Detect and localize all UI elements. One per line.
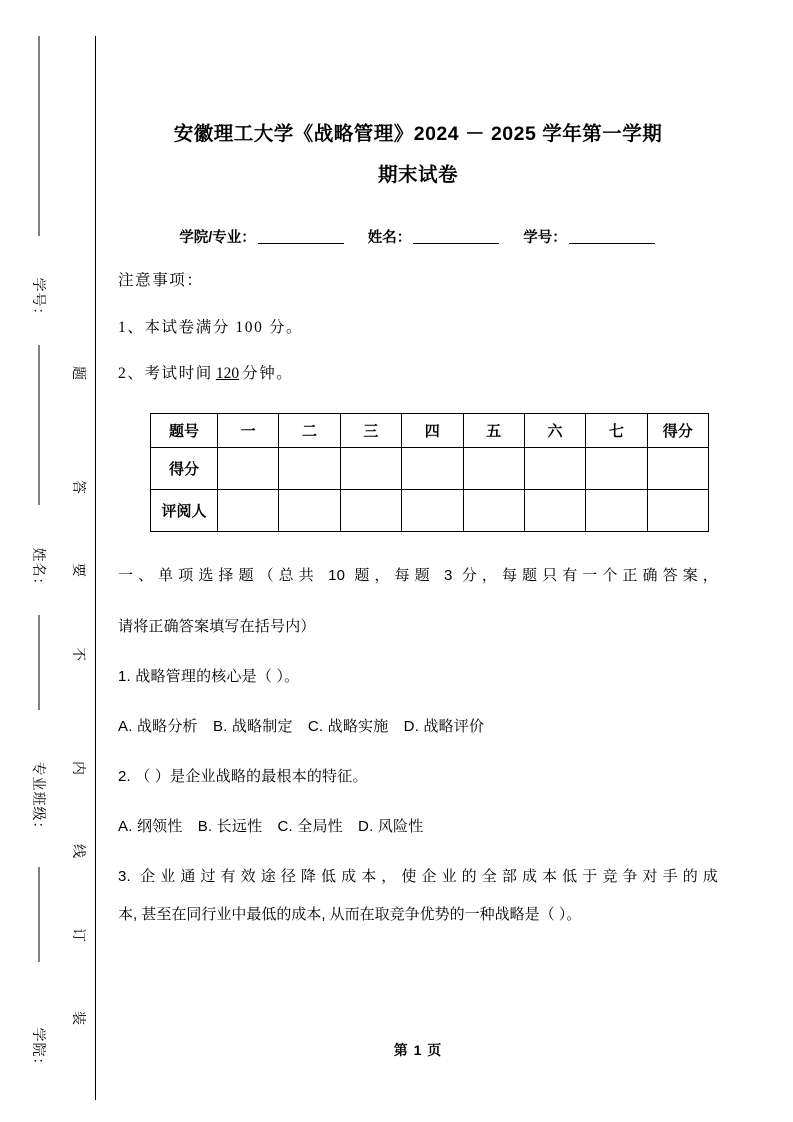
margin-label-student-id: 学号： xyxy=(31,277,47,323)
note-item-2-prefix: 2、考试时间 xyxy=(118,365,213,382)
reviewer-cell[interactable] xyxy=(402,489,463,531)
page-footer xyxy=(118,1040,718,1060)
section-heading-line-2: 请将正确答案填写在括号内） xyxy=(118,617,316,635)
score-table-header-2: 二 xyxy=(279,413,340,447)
page-title xyxy=(118,0,718,196)
score-cell[interactable] xyxy=(218,447,279,489)
score-cell[interactable] xyxy=(647,447,708,489)
margin-rule-2 xyxy=(39,345,40,505)
reviewer-cell[interactable] xyxy=(218,489,279,531)
exam-paper-body xyxy=(118,0,718,1122)
section-heading-line-1: 一、单项选择题（总共 10 题，每题 3 分，每题只有一个正确答案， xyxy=(118,566,718,584)
margin-rule-3 xyxy=(39,615,40,710)
score-cell[interactable] xyxy=(402,447,463,489)
score-table-header-1: 一 xyxy=(218,413,279,447)
score-row-label-score: 得分 xyxy=(151,447,218,489)
student-id-label: 学号： xyxy=(523,230,567,246)
score-table-header-4: 四 xyxy=(402,413,463,447)
exam-duration-value: 120 xyxy=(215,365,240,382)
reviewer-cell[interactable] xyxy=(340,489,401,531)
college-major-label: 学院/专业： xyxy=(179,230,256,246)
score-table-header-8: 得分 xyxy=(647,413,708,447)
score-cell[interactable] xyxy=(279,447,340,489)
page-number-label: 第 1 页 xyxy=(393,1042,443,1058)
question-2-stem: 2. （ ）是企业战略的最根本的特征。 xyxy=(118,767,368,785)
margin-char-yao: 要 xyxy=(71,563,87,577)
student-info-line xyxy=(118,226,718,247)
reviewer-cell[interactable] xyxy=(463,489,524,531)
note-item-2 xyxy=(118,366,718,382)
reviewer-cell[interactable] xyxy=(279,489,340,531)
score-row-label-reviewer: 评阅人 xyxy=(151,489,218,531)
binding-margin xyxy=(0,0,96,1122)
score-table-header-3: 三 xyxy=(340,413,401,447)
margin-label-major-class: 专业班级： xyxy=(31,761,47,837)
score-table-header-0: 题号 xyxy=(151,413,218,447)
question-2-options: A. 纲领性 B. 长远性 C. 全局性 D. 风险性 xyxy=(118,817,424,835)
score-table-header-7: 七 xyxy=(586,413,647,447)
margin-char-da: 答 xyxy=(71,480,87,494)
notes-heading: 注意事项： xyxy=(118,272,204,289)
table-row xyxy=(151,447,709,489)
college-major-blank[interactable] xyxy=(258,243,344,244)
score-table-header-6: 六 xyxy=(524,413,585,447)
question-3-stem-line-1: 3. 企业通过有效途径降低成本，使企业的全部成本低于竞争对手的成 xyxy=(118,867,718,885)
reviewer-cell[interactable] xyxy=(586,489,647,531)
margin-char-ding: 订 xyxy=(71,928,87,942)
margin-inner-column xyxy=(62,0,96,1122)
margin-rule-4 xyxy=(39,867,40,962)
question-1-options: A. 战略分析 B. 战略制定 C. 战略实施 D. 战略评价 xyxy=(118,717,485,735)
margin-char-nei: 内 xyxy=(71,761,87,775)
score-table-header-5: 五 xyxy=(463,413,524,447)
score-cell[interactable] xyxy=(340,447,401,489)
exam-title-line-1: 安徽理工大学《战略管理》2024 － 2025 学年第一学期 xyxy=(173,123,663,145)
table-row xyxy=(151,489,709,531)
table-row xyxy=(151,413,709,447)
name-label: 姓名： xyxy=(367,230,412,246)
name-blank[interactable] xyxy=(413,243,499,244)
margin-char-zhuang: 装 xyxy=(71,1011,87,1025)
margin-rule-1 xyxy=(39,36,40,236)
student-id-blank[interactable] xyxy=(569,243,655,244)
questions-section xyxy=(118,557,718,934)
score-cell[interactable] xyxy=(463,447,524,489)
score-cell[interactable] xyxy=(586,447,647,489)
question-1-stem: 1. 战略管理的核心是（ ）。 xyxy=(118,667,300,685)
reviewer-cell[interactable] xyxy=(524,489,585,531)
notes-block xyxy=(118,273,718,382)
exam-title-line-2: 期末试卷 xyxy=(377,164,458,186)
note-item-2-suffix: 分钟。 xyxy=(242,365,294,382)
margin-char-bu: 不 xyxy=(71,647,87,661)
score-table xyxy=(150,413,709,532)
margin-label-college: 学院： xyxy=(31,1027,47,1073)
margin-char-xian: 线 xyxy=(71,844,87,858)
reviewer-cell[interactable] xyxy=(647,489,708,531)
margin-label-name: 姓名： xyxy=(31,547,47,593)
question-3-stem-line-2: 本, 甚至在同行业中最低的成本, 从而在取竞争优势的一种战略是（ ）。 xyxy=(118,905,582,923)
score-cell[interactable] xyxy=(524,447,585,489)
margin-char-ti: 题 xyxy=(71,366,87,380)
margin-outer-column xyxy=(22,0,56,1122)
note-item-1: 1、本试卷满分 100 分。 xyxy=(118,318,304,336)
